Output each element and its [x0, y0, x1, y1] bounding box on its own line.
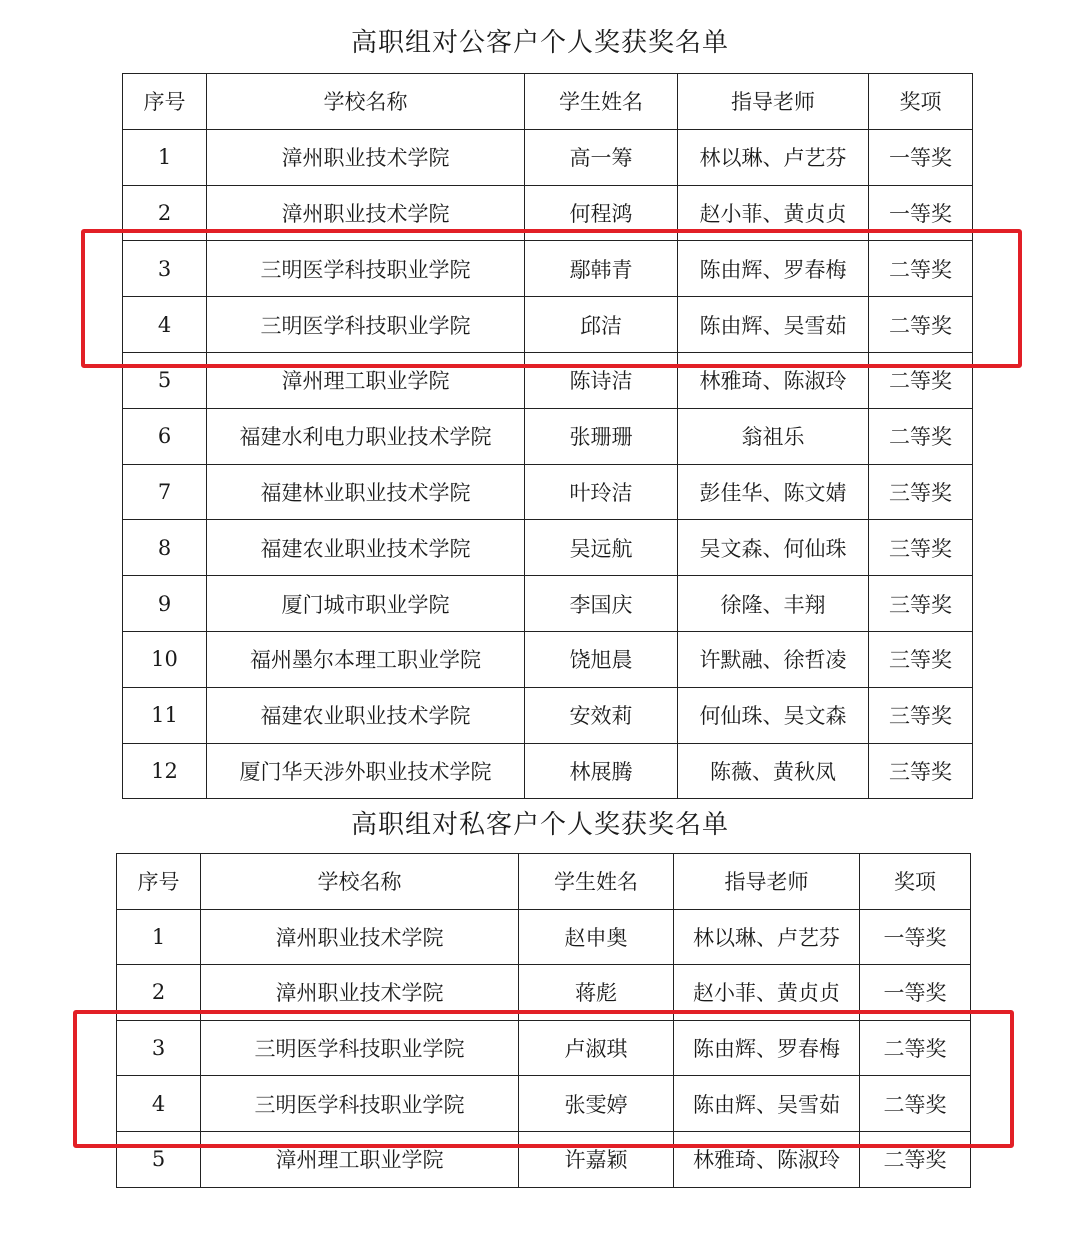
table-cell: 李国庆 [525, 576, 678, 632]
table-cell: 三等奖 [869, 631, 973, 687]
award-table-private [116, 853, 971, 1188]
table-row [123, 631, 973, 687]
column-header: 学校名称 [201, 854, 519, 910]
table-cell: 徐隆、丰翔 [678, 576, 869, 632]
table-cell: 张珊珊 [525, 408, 678, 464]
table-cell: 漳州职业技术学院 [201, 909, 519, 965]
table-cell: 邱洁 [525, 297, 678, 353]
table-cell: 二等奖 [869, 352, 973, 408]
table-cell: 二等奖 [860, 1076, 971, 1132]
table-cell: 福建林业职业技术学院 [207, 464, 525, 520]
table-row [117, 1131, 971, 1187]
table-cell: 二等奖 [869, 297, 973, 353]
table-title-private: 高职组对私客户个人奖获奖名单 [350, 810, 729, 840]
table-cell: 许默融、徐哲凌 [678, 631, 869, 687]
table-cell: 6 [123, 408, 207, 464]
table-cell: 厦门城市职业学院 [207, 576, 525, 632]
table-cell: 2 [123, 185, 207, 241]
table-cell: 二等奖 [860, 1131, 971, 1187]
table-row [117, 909, 971, 965]
column-header: 学校名称 [207, 74, 525, 130]
table-cell: 三等奖 [869, 520, 973, 576]
column-header: 学生姓名 [525, 74, 678, 130]
header-row [117, 854, 971, 910]
award-table-corporate [122, 73, 973, 799]
table-cell: 厦门华天涉外职业技术学院 [207, 743, 525, 799]
table-cell: 陈由辉、罗春梅 [674, 1020, 860, 1076]
table-cell: 吴远航 [525, 520, 678, 576]
table-cell: 5 [117, 1131, 201, 1187]
table-cell: 三等奖 [869, 687, 973, 743]
table-cell: 赵申奥 [519, 909, 674, 965]
table-cell: 陈由辉、吴雪茹 [678, 297, 869, 353]
column-header: 奖项 [860, 854, 971, 910]
table-row [123, 687, 973, 743]
award-table-body [117, 854, 971, 1188]
table-cell: 3 [123, 241, 207, 297]
table-row [123, 520, 973, 576]
table-cell: 林展腾 [525, 743, 678, 799]
table-cell: 4 [117, 1076, 201, 1132]
column-header: 指导老师 [678, 74, 869, 130]
table-cell: 三等奖 [869, 576, 973, 632]
table-row [117, 1020, 971, 1076]
table-cell: 陈由辉、罗春梅 [678, 241, 869, 297]
header-row [123, 74, 973, 130]
table-cell: 4 [123, 297, 207, 353]
table-row [123, 743, 973, 799]
table-cell: 叶玲洁 [525, 464, 678, 520]
table-cell: 福建农业职业技术学院 [207, 520, 525, 576]
table-cell: 9 [123, 576, 207, 632]
column-header: 奖项 [869, 74, 973, 130]
table-row [123, 185, 973, 241]
table-cell: 陈薇、黄秋凤 [678, 743, 869, 799]
table-cell: 卢淑琪 [519, 1020, 674, 1076]
table-row [123, 408, 973, 464]
table-cell: 漳州职业技术学院 [201, 965, 519, 1021]
table-cell: 一等奖 [860, 965, 971, 1021]
table-title-corporate: 高职组对公客户个人奖获奖名单 [350, 28, 729, 58]
table-cell: 安效莉 [525, 687, 678, 743]
table-cell: 一等奖 [869, 129, 973, 185]
table-cell: 三等奖 [869, 464, 973, 520]
column-header: 指导老师 [674, 854, 860, 910]
table-cell: 何仙珠、吴文森 [678, 687, 869, 743]
table-cell: 林雅琦、陈淑玲 [678, 352, 869, 408]
table-cell: 三等奖 [869, 743, 973, 799]
table-cell: 高一筹 [525, 129, 678, 185]
table-cell: 三明医学科技职业学院 [201, 1020, 519, 1076]
table-cell: 饶旭晨 [525, 631, 678, 687]
table-cell: 张雯婷 [519, 1076, 674, 1132]
table-cell: 漳州职业技术学院 [207, 129, 525, 185]
table-cell: 翁祖乐 [678, 408, 869, 464]
table-cell: 林以琳、卢艺芬 [674, 909, 860, 965]
table-cell: 一等奖 [860, 909, 971, 965]
table-cell: 11 [123, 687, 207, 743]
table-row [117, 1076, 971, 1132]
column-header: 序号 [123, 74, 207, 130]
table-cell: 8 [123, 520, 207, 576]
table-cell: 蒋彪 [519, 965, 674, 1021]
table-cell: 1 [123, 129, 207, 185]
table-cell: 福建农业职业技术学院 [207, 687, 525, 743]
table-cell: 福建水利电力职业技术学院 [207, 408, 525, 464]
table-cell: 福州墨尔本理工职业学院 [207, 631, 525, 687]
table-row [123, 576, 973, 632]
table-cell: 1 [117, 909, 201, 965]
table-row [123, 129, 973, 185]
table-cell: 5 [123, 352, 207, 408]
table-cell: 一等奖 [869, 185, 973, 241]
table-cell: 7 [123, 464, 207, 520]
table-cell: 陈诗洁 [525, 352, 678, 408]
table-row [123, 241, 973, 297]
table-cell: 三明医学科技职业学院 [207, 241, 525, 297]
table-cell: 何程鸿 [525, 185, 678, 241]
table-row [117, 965, 971, 1021]
column-header: 学生姓名 [519, 854, 674, 910]
table-cell: 12 [123, 743, 207, 799]
table-cell: 二等奖 [869, 241, 973, 297]
table-cell: 二等奖 [869, 408, 973, 464]
table-cell: 漳州理工职业学院 [207, 352, 525, 408]
table-cell: 许嘉颖 [519, 1131, 674, 1187]
award-table-body [123, 74, 973, 799]
table-cell: 10 [123, 631, 207, 687]
table-cell: 吴文森、何仙珠 [678, 520, 869, 576]
table-cell: 三明医学科技职业学院 [207, 297, 525, 353]
table-cell: 陈由辉、吴雪茹 [674, 1076, 860, 1132]
table-cell: 2 [117, 965, 201, 1021]
table-cell: 彭佳华、陈文婧 [678, 464, 869, 520]
table-cell: 漳州理工职业学院 [201, 1131, 519, 1187]
table-row [123, 464, 973, 520]
table-cell: 二等奖 [860, 1020, 971, 1076]
column-header: 序号 [117, 854, 201, 910]
table-cell: 林雅琦、陈淑玲 [674, 1131, 860, 1187]
table-row [123, 352, 973, 408]
table-cell: 赵小菲、黄贞贞 [678, 185, 869, 241]
table-cell: 林以琳、卢艺芬 [678, 129, 869, 185]
table-row [123, 297, 973, 353]
table-cell: 3 [117, 1020, 201, 1076]
table-cell: 赵小菲、黄贞贞 [674, 965, 860, 1021]
table-cell: 三明医学科技职业学院 [201, 1076, 519, 1132]
table-cell: 鄢韩青 [525, 241, 678, 297]
table-cell: 漳州职业技术学院 [207, 185, 525, 241]
